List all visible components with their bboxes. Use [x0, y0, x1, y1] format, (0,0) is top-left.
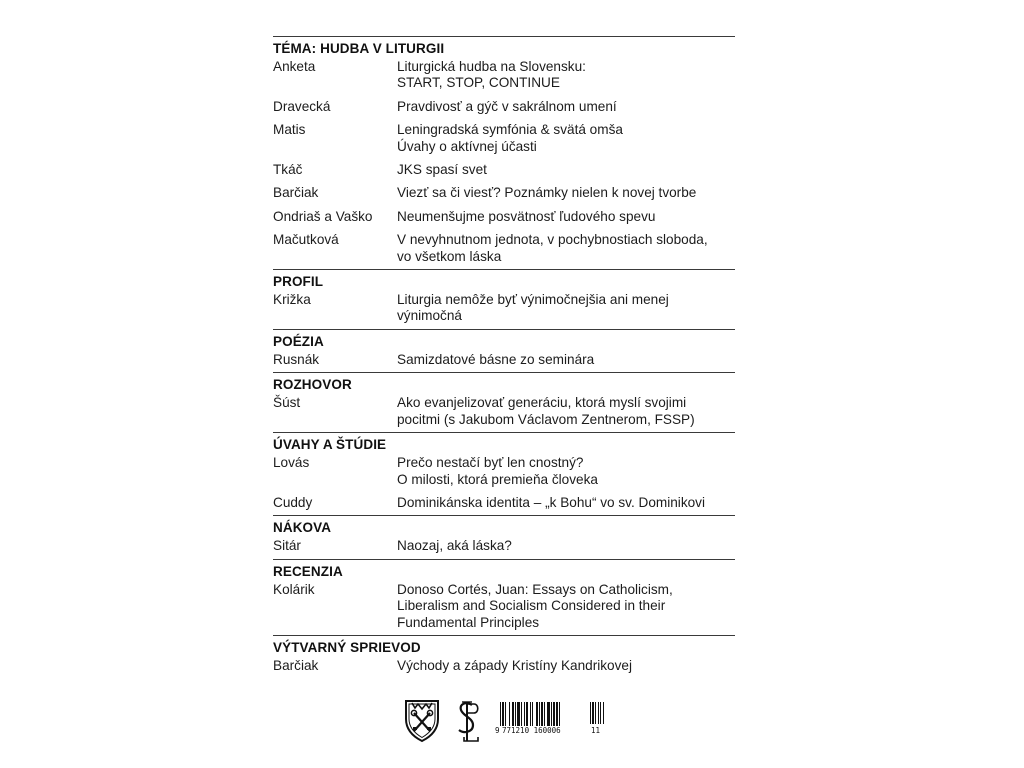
- toc-section: [273, 36, 735, 269]
- toc-section: [273, 559, 735, 635]
- toc-entry: [273, 232, 735, 265]
- barcode-bar: [517, 702, 520, 728]
- barcode-addon-bar: [590, 702, 591, 724]
- barcode-addon-digits: 11: [591, 726, 601, 735]
- barcode-bar: [526, 702, 528, 728]
- entry-author: Anketa: [273, 59, 316, 74]
- toc-entry: [273, 455, 735, 488]
- entry-title: [397, 209, 735, 225]
- barcode-bar: [551, 702, 552, 728]
- entry-title-line: pocitmi (s Jakubom Václavom Zentnerom, FSSP): [397, 411, 695, 427]
- entry-title-line: vo všetkom láska: [397, 248, 502, 264]
- barcode-bar: [521, 702, 522, 728]
- entry-title: [397, 292, 735, 325]
- entry-author: Barčiak: [273, 185, 319, 201]
- entry-title-line: V nevyhnutnom jednota, v pochybnostiach sloboda,: [397, 232, 708, 248]
- entry-title-line: Liturgická hudba na Slovensku:: [397, 59, 586, 74]
- section-heading: ÚVAHY A ŠTÚDIE: [273, 437, 387, 453]
- barcode-addon-bar: [603, 702, 604, 724]
- toc-section: [273, 515, 735, 558]
- entry-title-line: Liberalism and Socialism Considered in their: [397, 598, 666, 614]
- barcode-first-digit: 9: [495, 726, 500, 735]
- entry-title: [397, 352, 735, 368]
- entry-author: Križka: [273, 292, 311, 308]
- entry-title-line: Pravdivosť a gýč v sakrálnom umení: [397, 98, 617, 114]
- section-heading: NÁKOVA: [273, 520, 332, 536]
- entry-title-line: Viezť sa či viesť? Poznámky nielen k novej tvorbe: [397, 185, 697, 201]
- barcode-addon-bar: [595, 702, 596, 724]
- entry-title-line: Dominikánska identita – „k Bohu“ vo sv. Dominikovi: [397, 494, 705, 510]
- toc-section: [273, 372, 735, 432]
- entry-title-line: Fundamental Principles: [397, 614, 540, 630]
- entry-title-line: O milosti, ktorá premieňa človeka: [397, 471, 598, 487]
- entry-author: Dravecká: [273, 98, 331, 114]
- footer-logos: [404, 699, 614, 743]
- entry-title-line: Liturgia nemôže byť výnimočnejšia ani menej: [397, 292, 669, 308]
- entry-title: [397, 162, 735, 178]
- entry-title: [397, 538, 735, 554]
- entry-author: Rusnák: [273, 351, 320, 367]
- entry-title-line: Donoso Cortés, Juan: Essays on Catholicism,: [397, 581, 673, 597]
- barcode-bar: [524, 702, 525, 728]
- toc-entry: [273, 162, 735, 178]
- entry-author: Šúst: [273, 395, 301, 411]
- barcode-main-digits: 771210 160006: [502, 726, 561, 735]
- toc-entry: [273, 59, 735, 92]
- barcode-bar: [544, 702, 545, 728]
- section-heading: POÉZIA: [273, 333, 324, 349]
- barcode-bar: [547, 702, 550, 728]
- entry-author: Tkáč: [273, 162, 303, 178]
- entry-title-line: JKS spasí svet: [397, 162, 487, 178]
- barcode-addon-bar: [600, 702, 601, 724]
- section-heading: PROFIL: [273, 274, 324, 290]
- entry-title: [397, 232, 735, 265]
- entry-title: [397, 59, 735, 92]
- entry-title-line: Naozaj, aká láska?: [397, 538, 512, 554]
- entry-title-line: Východy a západy Kristíny Kandrikovej: [397, 657, 632, 673]
- entry-title: [397, 395, 735, 428]
- entry-title-line: Ako evanjelizovať generáciu, ktorá myslí svojimi: [397, 395, 687, 411]
- barcode-bar: [541, 702, 543, 728]
- toc-entry: [273, 538, 735, 554]
- entry-title-line: START, STOP, CONTINUE: [397, 75, 560, 91]
- section-heading: ROZHOVOR: [273, 377, 352, 393]
- entry-title-line: Prečo nestačí byť len cnostný?: [397, 455, 584, 471]
- entry-author: Lovás: [273, 455, 310, 471]
- section-heading: VÝTVARNÝ SPRIEVOD: [273, 639, 421, 655]
- barcode-bar: [553, 702, 555, 728]
- toc-entry: [273, 122, 735, 155]
- SPL-monogram-icon: [450, 699, 484, 743]
- toc-section: [273, 269, 735, 329]
- entry-author: Sitár: [273, 538, 301, 554]
- entry-title: [397, 582, 735, 631]
- entry-title-line: Úvahy o aktívnej účasti: [397, 138, 537, 154]
- toc-section: [273, 635, 735, 678]
- entry-author: Barčiak: [273, 657, 319, 673]
- barcode: [495, 702, 606, 740]
- toc-entry: [273, 209, 735, 225]
- entry-title-line: Samizdatové básne zo seminára: [397, 351, 595, 367]
- section-heading: TÉMA: HUDBA V LITURGII: [273, 41, 445, 56]
- toc-entry: [273, 99, 735, 115]
- barcode-bar: [556, 702, 558, 728]
- barcode-addon-bar: [592, 702, 594, 724]
- entry-title: [397, 455, 735, 488]
- entry-title: [397, 122, 735, 155]
- toc-entry: [273, 582, 735, 631]
- barcode-bar: [505, 702, 506, 728]
- barcode-bar: [536, 702, 538, 728]
- toc-section: [273, 432, 735, 515]
- toc-entry: [273, 395, 735, 428]
- entry-author: Matis: [273, 122, 306, 138]
- toc-entry: [273, 495, 735, 511]
- entry-title: [397, 185, 735, 201]
- section-heading: RECENZIA: [273, 563, 343, 579]
- barcode-bar: [512, 702, 514, 728]
- coat-of-arms-keys-icon: [404, 699, 440, 743]
- entry-author: Cuddy: [273, 494, 313, 510]
- entry-title: [397, 495, 735, 511]
- toc-entry: [273, 292, 735, 325]
- table-of-contents: [273, 36, 735, 678]
- barcode-bar: [532, 702, 533, 728]
- entry-title-line: Neumenšujme posvätnosť ľudového spevu: [397, 208, 656, 224]
- entry-title-line: výnimočná: [397, 308, 462, 324]
- entry-title-line: Leningradská symfónia & svätá omša: [397, 122, 623, 138]
- barcode-bar: [530, 702, 531, 728]
- entry-title: [397, 658, 735, 674]
- toc-section: [273, 329, 735, 372]
- entry-title: [397, 99, 735, 115]
- toc-entry: [273, 658, 735, 674]
- entry-author: Mačutková: [273, 232, 339, 248]
- barcode-bar: [509, 702, 510, 728]
- toc-entry: [273, 185, 735, 201]
- barcode-bar: [539, 702, 540, 728]
- barcode-bar: [515, 702, 516, 728]
- entry-author: Ondriaš a Vaško: [273, 208, 373, 224]
- barcode-addon-bar: [598, 702, 599, 724]
- toc-entry: [273, 352, 735, 368]
- entry-author: Kolárik: [273, 581, 315, 597]
